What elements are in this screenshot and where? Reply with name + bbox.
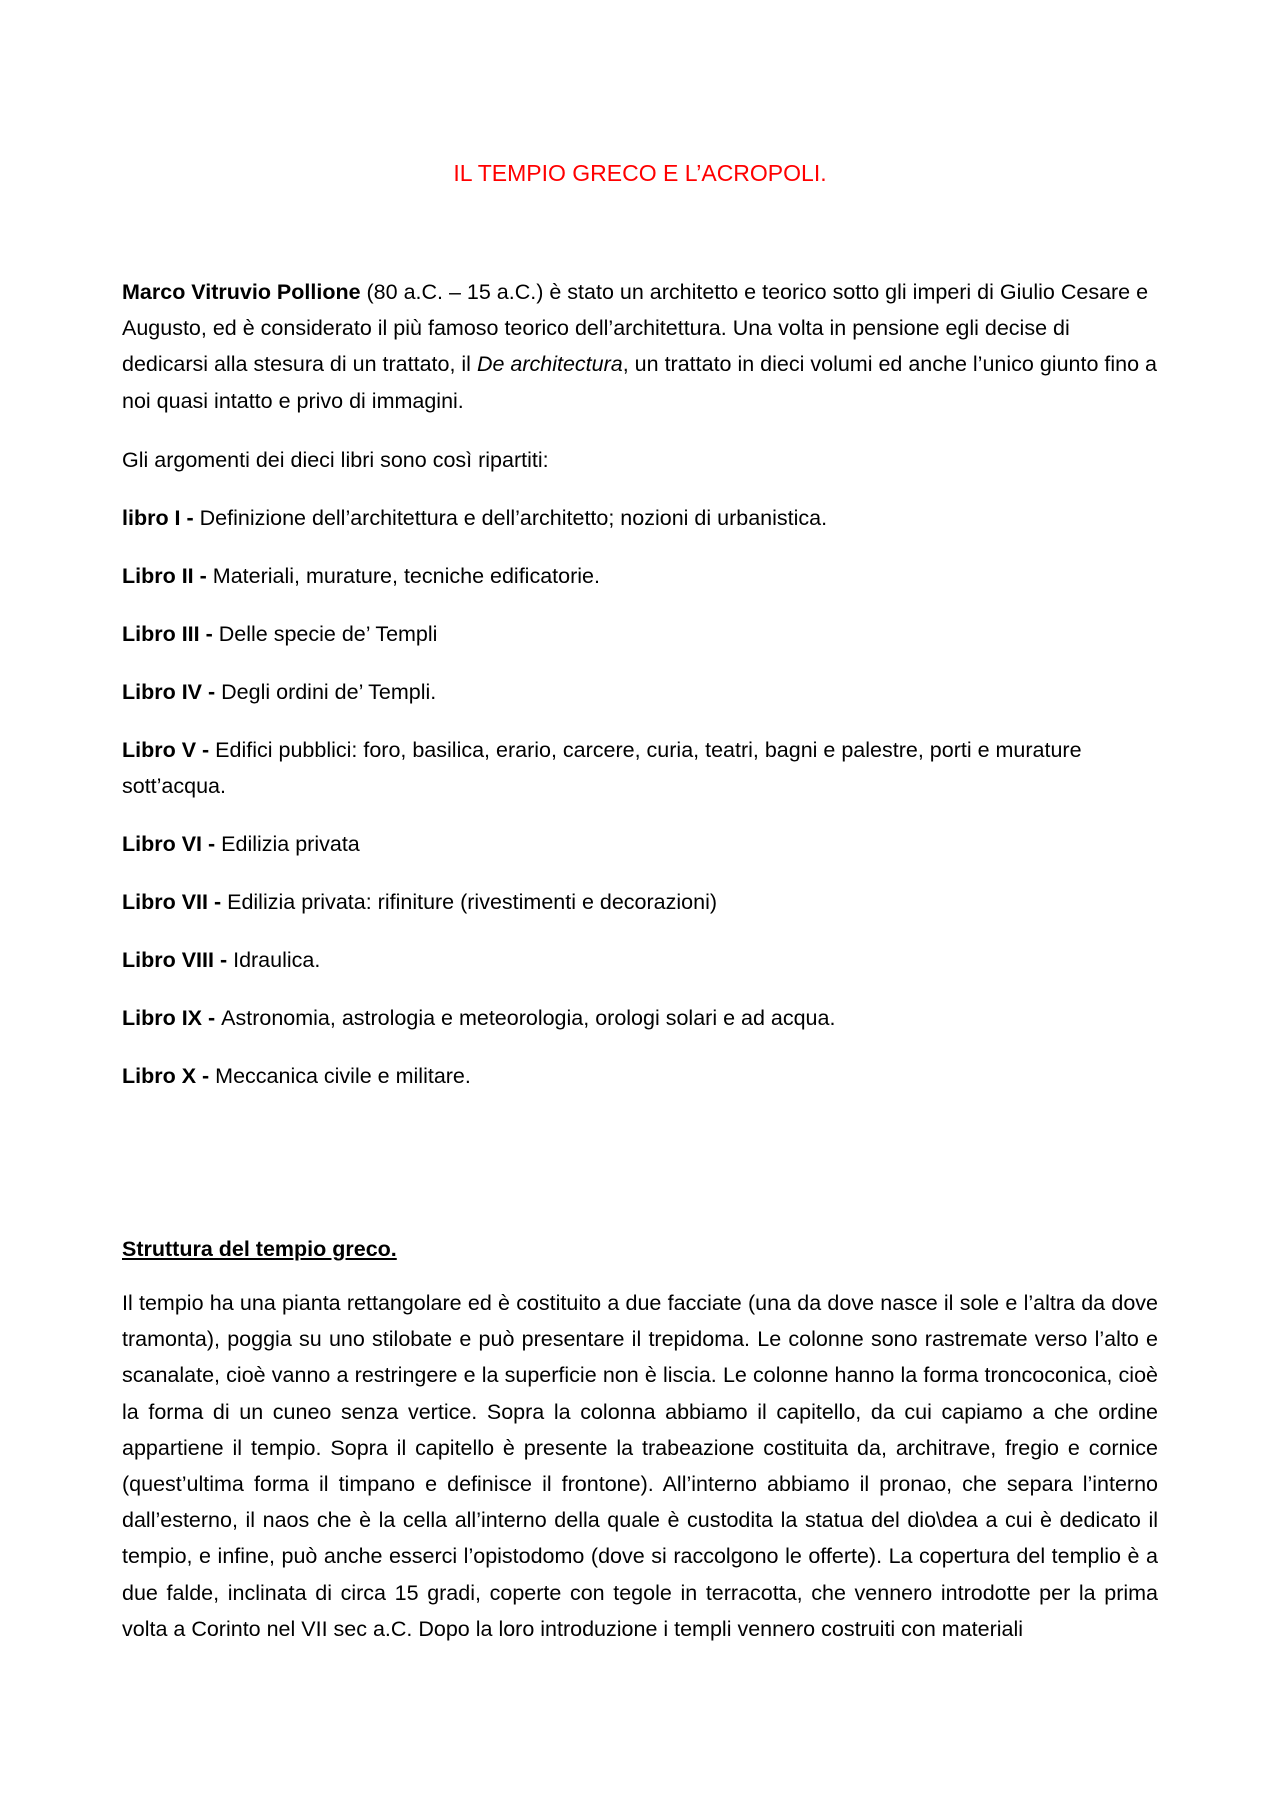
intro-paragraph: [122, 274, 1158, 419]
book-label: Libro VIII -: [122, 948, 234, 972]
book-text: Delle specie de’ Templi: [218, 622, 438, 646]
book-text: Idraulica.: [233, 948, 321, 972]
section-heading: Struttura del tempio greco.: [122, 1237, 397, 1261]
book-text: Materiali, murature, tecniche edificatorie.: [212, 564, 600, 588]
document-title: IL TEMPIO GRECO E L’ACROPOLI.: [453, 160, 827, 186]
book-label: Libro V -: [122, 738, 216, 762]
book-item: [122, 616, 1158, 652]
book-text: Degli ordini de’ Templi.: [221, 680, 437, 704]
books-intro: Gli argomenti dei dieci libri sono così ripartiti:: [122, 448, 549, 472]
intro-text-a: (80 a.C. – 15 a.C.) è stato un architetto e teorico sotto gli imperi di Giulio Cesare e Augusto, ed è considerato il più famoso teorico dell’architettura. Una volta in pensione egli decise di dedicarsi alla stesura di un trattato, il: [122, 280, 1149, 377]
book-label: Libro VII -: [122, 890, 228, 914]
intro-italic-title: De architectura: [476, 352, 623, 377]
book-text: Edifici pubblici: foro, basilica, erario, carcere, curia, teatri, bagni e palestre, porti e murature sott’acqua.: [122, 738, 1082, 799]
book-label: Libro IV -: [122, 680, 222, 704]
book-item: [122, 826, 1158, 862]
book-text: Edilizia privata: rifiniture (rivestimenti e decorazioni): [227, 890, 718, 914]
book-item: [122, 500, 1158, 536]
book-label: libro I -: [122, 506, 200, 530]
book-item: [122, 1000, 1158, 1036]
book-text: Astronomia, astrologia e meteorologia, orologi solari e ad acqua.: [221, 1006, 836, 1030]
section-body: Il tempio ha una pianta rettangolare ed è costituito a due facciate (una da dove nasce il sole e l’altra da dove tramonta), poggia su uno stilobate e può presentare il trepidoma. Le colonne sono rastremate verso l’alto e scanalate, cioè vanno a restringere e la superficie non è liscia. Le colonne hanno la forma troncoconica, cioè la forma di un cuneo senza vertice. Sopra la colonna abbiamo il capitello, da cui capiamo a che ordine appartiene il tempio. Sopra il capitello è presente la trabeazione costituita da, architrave, fregio e cornice (quest’ultima forma il timpano e definisce il frontone). All’interno abbiamo il pronao, che separa l’interno dall’esterno, il naos che è la cella all’interno della quale è custodita la statua del dio\dea a cui è dedicato il tempio, e infine, può anche esserci l’opistodomo (dove si raccolgono le offerte). La copertura del templio è a due falde, inclinata di circa 15 gradi, coperte con tegole in terracotta, che vennero introdotte per la prima volta a Corinto nel VII sec a.C. Dopo la loro introduzione i templi vennero costruiti con materiali: [122, 1291, 1158, 1641]
book-item: [122, 942, 1158, 978]
book-item: [122, 674, 1158, 710]
book-label: Libro IX -: [122, 1006, 222, 1030]
intro-text-b: , un trattato in dieci volumi ed anche l’unico giunto fino a noi quasi intatto e privo di immagini.: [122, 352, 1157, 413]
book-item: [122, 732, 1158, 804]
book-label: Libro X -: [122, 1064, 216, 1088]
book-label: Libro II -: [122, 564, 213, 588]
book-text: Meccanica civile e militare.: [215, 1064, 471, 1088]
book-label: Libro III -: [122, 622, 219, 646]
book-item: [122, 884, 1158, 920]
book-text: Definizione dell’architettura e dell’architetto; nozioni di urbanistica.: [199, 506, 828, 530]
intro-author: Marco Vitruvio Pollione: [122, 280, 361, 304]
book-label: Libro VI -: [122, 832, 222, 856]
book-item: [122, 1058, 1158, 1094]
book-text: Edilizia privata: [221, 832, 360, 856]
document-page: [122, 0, 1158, 1811]
book-item: [122, 558, 1158, 594]
